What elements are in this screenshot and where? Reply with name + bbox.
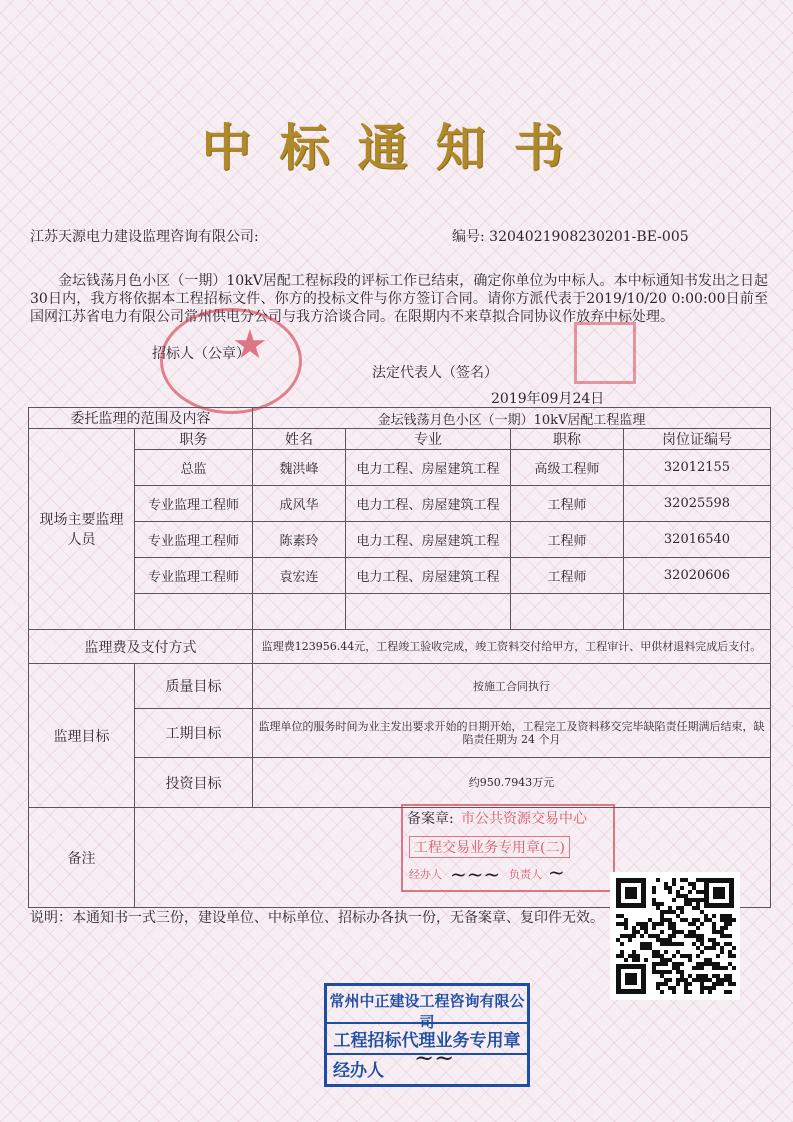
fee-value: 监理费123956.44元，工程竣工验收完成，竣工资料交付给甲方，工程审计、甲供材退料完成后支付。 xyxy=(253,630,771,664)
staff-title: 工程师 xyxy=(511,558,624,594)
remark-label: 备注 xyxy=(29,808,135,908)
tenderee-label: 招标人（公章） xyxy=(152,346,250,362)
quality-label: 质量目标 xyxy=(135,664,253,709)
staff-header-name: 姓名 xyxy=(253,429,346,450)
schedule-row xyxy=(29,709,771,758)
staff-role: 总监 xyxy=(135,450,253,486)
legal-rep-label: 法定代表人（签名） xyxy=(372,365,498,381)
schedule-value: 监理单位的服务时间为业主发出要求开始的日期开始，工程完工及资料移交完毕缺陷责任期满后结束，缺陷责任期为 24 个月 xyxy=(253,709,771,758)
issue-date: 2019年09月24日 xyxy=(491,391,605,407)
serial-number: 编号: 3204021908230201-BE-005 xyxy=(452,229,689,245)
staff-major: 电力工程、房屋建筑工程 xyxy=(346,450,511,486)
staff-cert: 32020606 xyxy=(624,558,771,594)
scope-row xyxy=(29,408,771,429)
staff-label: 现场主要监理人员 xyxy=(29,429,135,630)
staff-name: 魏洪峰 xyxy=(253,450,346,486)
staff-header-row xyxy=(29,429,771,450)
agency-name: 常州中正建设工程咨询有限公司 xyxy=(329,992,525,1031)
staff-name: 成风华 xyxy=(253,486,346,522)
notice-body: 金坛钱荡月色小区（一期）10kV居配工程标段的评标工作已结束，确定你单位为中标人。本中标通知书发出之日起30日内，我方将依据本工程招标文件、你方的投标文件与你方签订合同。请你方派代表于2019/10/20 0:00:00日前至国网江苏省电力有限公司常州供电分公司与我方洽谈合同。在限期内不来草拟合同协议作放弃中标处理。 xyxy=(30,273,768,325)
footnote: 说明：本通知书一式三份，建设单位、中标单位、招标办各执一份，无备案章、复印件无效。 xyxy=(30,910,604,926)
bid-details-table xyxy=(28,407,771,908)
staff-header-role: 职务 xyxy=(135,429,253,450)
legal-rep-seal xyxy=(574,322,636,384)
document-title: 中标通知书 xyxy=(201,118,592,177)
staff-cert: 32016540 xyxy=(624,522,771,558)
seal-star-icon: ★ xyxy=(232,322,268,368)
filing-handler: 经办人 xyxy=(409,868,442,881)
schedule-label: 工期目标 xyxy=(135,709,253,758)
quality-row xyxy=(29,664,771,709)
goal-label: 监理目标 xyxy=(29,664,135,808)
staff-cert: 32012155 xyxy=(624,450,771,486)
staff-major: 电力工程、房屋建筑工程 xyxy=(346,486,511,522)
table-row xyxy=(29,486,771,522)
staff-role: 专业监理工程师 xyxy=(135,558,253,594)
staff-title: 高级工程师 xyxy=(511,450,624,486)
investment-row xyxy=(29,758,771,808)
qr-code-icon xyxy=(610,872,740,1000)
table-row xyxy=(29,558,771,594)
staff-cert: 32025598 xyxy=(624,486,771,522)
recipient: 江苏天源电力建设监理咨询有限公司: xyxy=(30,229,259,245)
table-row xyxy=(29,522,771,558)
filing-chief: 负责人 xyxy=(509,868,542,881)
fee-row xyxy=(29,630,771,664)
agency-handler: 经办人 xyxy=(333,1061,384,1081)
filing-center: 市公共资源交易中心 xyxy=(461,811,587,827)
filing-label: 备案章: xyxy=(407,811,454,827)
filing-seal-text: 工程交易业务专用章(二) xyxy=(409,836,570,858)
quality-value: 按施工合同执行 xyxy=(253,664,771,709)
table-row-empty xyxy=(29,594,771,630)
agency-signature: ~~ xyxy=(414,1044,455,1072)
investment-label: 投资目标 xyxy=(135,758,253,808)
staff-title: 工程师 xyxy=(511,486,624,522)
staff-title: 工程师 xyxy=(511,522,624,558)
chief-signature: ~ xyxy=(548,860,565,884)
handler-signature: ~~~ xyxy=(450,862,501,886)
table-row xyxy=(29,450,771,486)
staff-role: 专业监理工程师 xyxy=(135,486,253,522)
staff-header-major: 专业 xyxy=(346,429,511,450)
staff-major: 电力工程、房屋建筑工程 xyxy=(346,522,511,558)
fee-label: 监理费及支付方式 xyxy=(29,630,253,664)
agency-seal-text: 工程招标代理业务专用章 xyxy=(327,1022,527,1055)
staff-major: 电力工程、房屋建筑工程 xyxy=(346,558,511,594)
investment-value: 约950.7943万元 xyxy=(253,758,771,808)
staff-name: 袁宏连 xyxy=(253,558,346,594)
filing-stamp xyxy=(401,804,615,892)
staff-name: 陈素玲 xyxy=(253,522,346,558)
staff-header-title: 职称 xyxy=(511,429,624,450)
scope-label: 委托监理的范围及内容 xyxy=(29,408,253,429)
staff-role: 专业监理工程师 xyxy=(135,522,253,558)
staff-header-cert: 岗位证编号 xyxy=(624,429,771,450)
scope-value: 金坛钱荡月色小区（一期）10kV居配工程监理 xyxy=(253,408,771,429)
